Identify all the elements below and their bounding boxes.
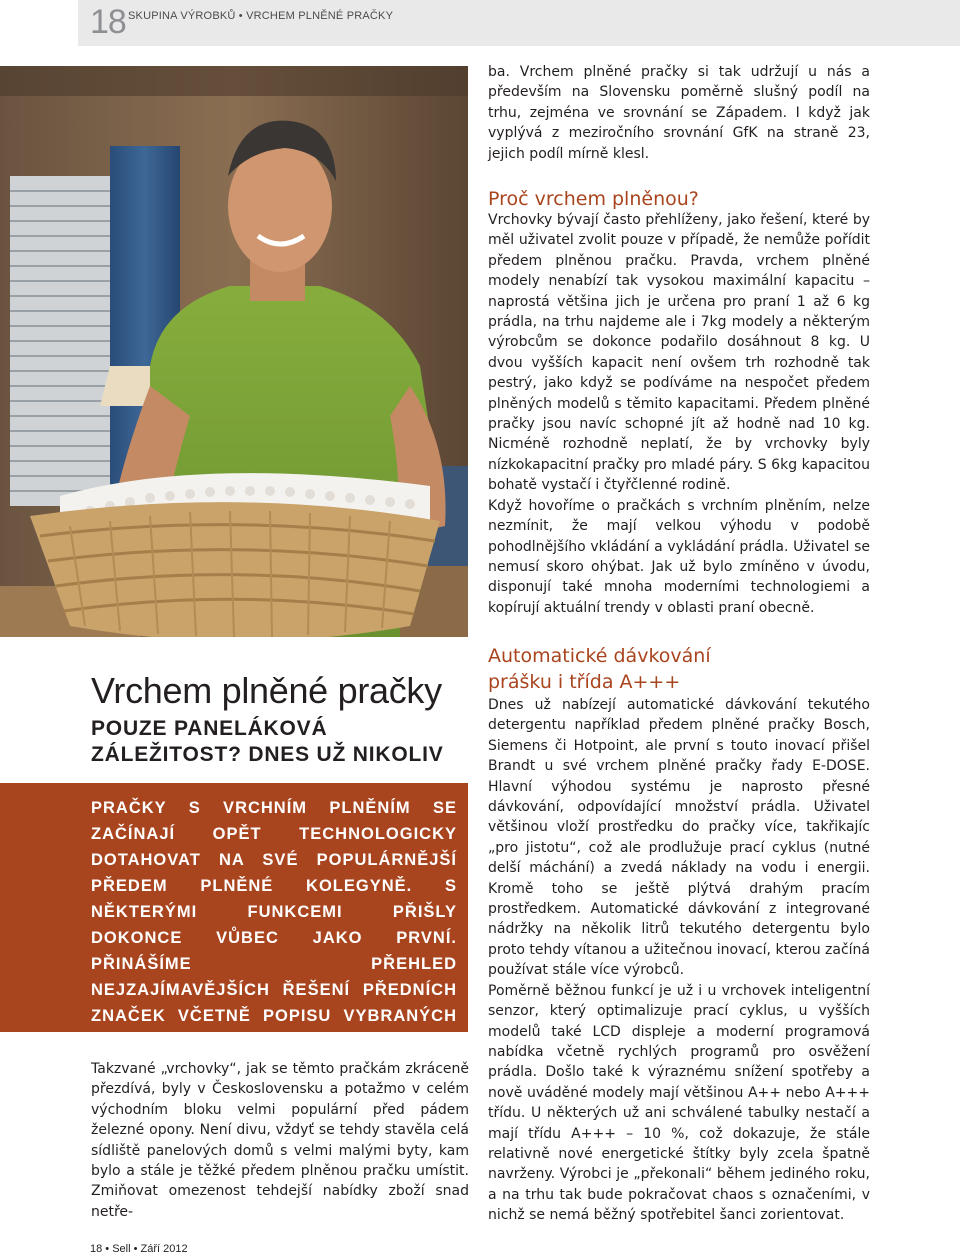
continuation-paragraph: ba. Vrchem plněné pračky si tak udržují u nás a především na Slovensku poměrně slušný podíl na trhu, zejména ve srovnání se Západem. I když jak vyplývá z meziročního srovnání GfK na straně 23, jejich podíl mírně klesl. (488, 64, 870, 162)
section-proc-body (488, 210, 870, 618)
article-title: Vrchem plněné pračky (91, 670, 442, 711)
lead-box (0, 783, 468, 1051)
section-davkovani-body (488, 695, 870, 1226)
header-bar (78, 0, 960, 46)
page-number: 18 (90, 3, 126, 41)
section-proc-paragraph-1: Vrchovky bývají často přehlíženy, jako řešení, které by měl uživatel zvolit pouze v případě, že nemůže pořídit předem plněnou pračku. Pravda, vrchem plněné modely nenabízí tak vysokou maximální kapacitu – naprostá většina jich je určena pro praní 1 až 6 kg prádla, na trhu najdeme ale i 7kg modely a některým výrobcům se dokonce podařilo dosáhnout 8 kg. U dvou vyšších kapacit není ovšem trh rozhodně tak pestrý, jako když se podíváme na nespočet předem plněných modelů s těmito kapacitami. Předem plněné pračky jsou navíc schopné jít až hodně nad 10 kg. Nicméně rozhodně neplatí, že by vrchovky byly nízkokapacitní pračky pro mladé páry. S 6kg kapacitou bohatě vystačí i čtyřčlenné rodině. (488, 212, 870, 494)
man-with-laundry-basket-photo (0, 66, 468, 637)
section-heading-davkovani (488, 643, 870, 695)
section-heading-proc: Proč vrchem plněnou? (488, 188, 699, 210)
article-photo (0, 66, 468, 637)
intro-paragraph: Takzvané „vrchovky“, jak se těmto pračkám zkráceně přezdívá, byly v Československu a potažmo v celém východním bloku velmi populární před pádem železné opony. Není divu, vždyť se tehdy stavěla celá sídliště panelových domů s velmi malými byty, kam bylo a stále je těžké předem plněnou pračku umístit. Zmiňovat omezenost tehdejší nabídky zboží snad netře- (91, 1061, 469, 1220)
section-davkovani-paragraph-1: Dnes už nabízejí automatické dávkování tekutého detergentu například předem plněné pračky Bosch, Siemens či Hotpoint, ale první s touto inovací přišel Brandt u své vrchem plněné pračky řady E-DOSE. Hlavní výhodou systému je naprosto přesné dávkování, odpovídající množství prádla. Uživatel většinou vloží prostředku do pračky více, takřikajíc „pro jistotu“, což ale prodlužuje prací cyklus (nutné delší máchání) a zvedá náklady na vodu i energii. Kromě toho se ještě plýtvá drahým pracím prostředkem. Automatické dávkování z integrované nádržky na několik litrů tekutého detergentu bylo proto tehdy vítanou a užitečnou inovací, kterou začíná používat stále více výrobců. (488, 697, 870, 979)
section-proc-paragraph-2: Když hovoříme o pračkách s vrchním plněním, nelze nezmínit, že mají velkou výhodu v podobě pohodlnějšího vkládání a vykládání prádla. Uživatel se nemusí skoro ohýbat. Jak už bylo zmíněno v úvodu, disponují také mnoha moderními technologiemi a kopírují aktuální trendy v oblasti praní obecně. (488, 497, 870, 616)
article-subtitle: POUZE PANELÁKOVÁ ZÁLEŽITOST? DNES UŽ NIKOLIV (91, 717, 444, 766)
section-heading-line-1: Automatické dávkování (488, 645, 711, 667)
page-footer: 18 • Sell • Září 2012 (90, 1243, 188, 1255)
section-heading-line-2: prášku i třída A+++ (488, 671, 681, 693)
lead-text: PRAČKY S VRCHNÍM PLNĚNÍM SE ZAČÍNAJÍ OPĚT TECHNOLOGICKY DOTAHOVAT NA SVÉ POPULÁRNĚJŠÍ PŘEDEM PLNĚNÉ KOLEGYNĚ. S NĚKTERÝMI FUNKCEMI PŘIŠLY DOKONCE VŮBEC JAKO PRVNÍ. PŘINÁŠÍME PŘEHLED NEJZAJÍMAVĚJŠÍCH ŘEŠENÍ PŘEDNÍCH ZNAČEK VČETNĚ POPISU VYBRANÝCH TECHNOLOGIÍ. (91, 799, 457, 1051)
section-title: SKUPINA VÝROBKŮ • VRCHEM PLNĚNÉ PRAČKY (128, 10, 394, 22)
section-davkovani-paragraph-2: Poměrně běžnou funkcí je už i u vrchovek inteligentní senzor, který optimalizuje prací cyklus, u vyšších modelů také LCD displeje a moderní programová nabídka včetně rychlých programů pro osvěžení prádla. Došlo také k výraznému snížení spotřeby a nově uváděné modely mají většinou A++ nebo A+++ třídu. U některých už ani schválené tabulky nestačí a mají třídu A+++ – 10 %, což dokazuje, že stále relativně nové energetické štítky byly zcela špatně navrženy. Výrobci je „překonali“ během jediného roku, a na trhu tak bude pokračovat chaos s označeními, v nichž se nemá běžný spotřebitel šanci zorientovat. (488, 982, 870, 1224)
right-column-intro (488, 62, 870, 164)
